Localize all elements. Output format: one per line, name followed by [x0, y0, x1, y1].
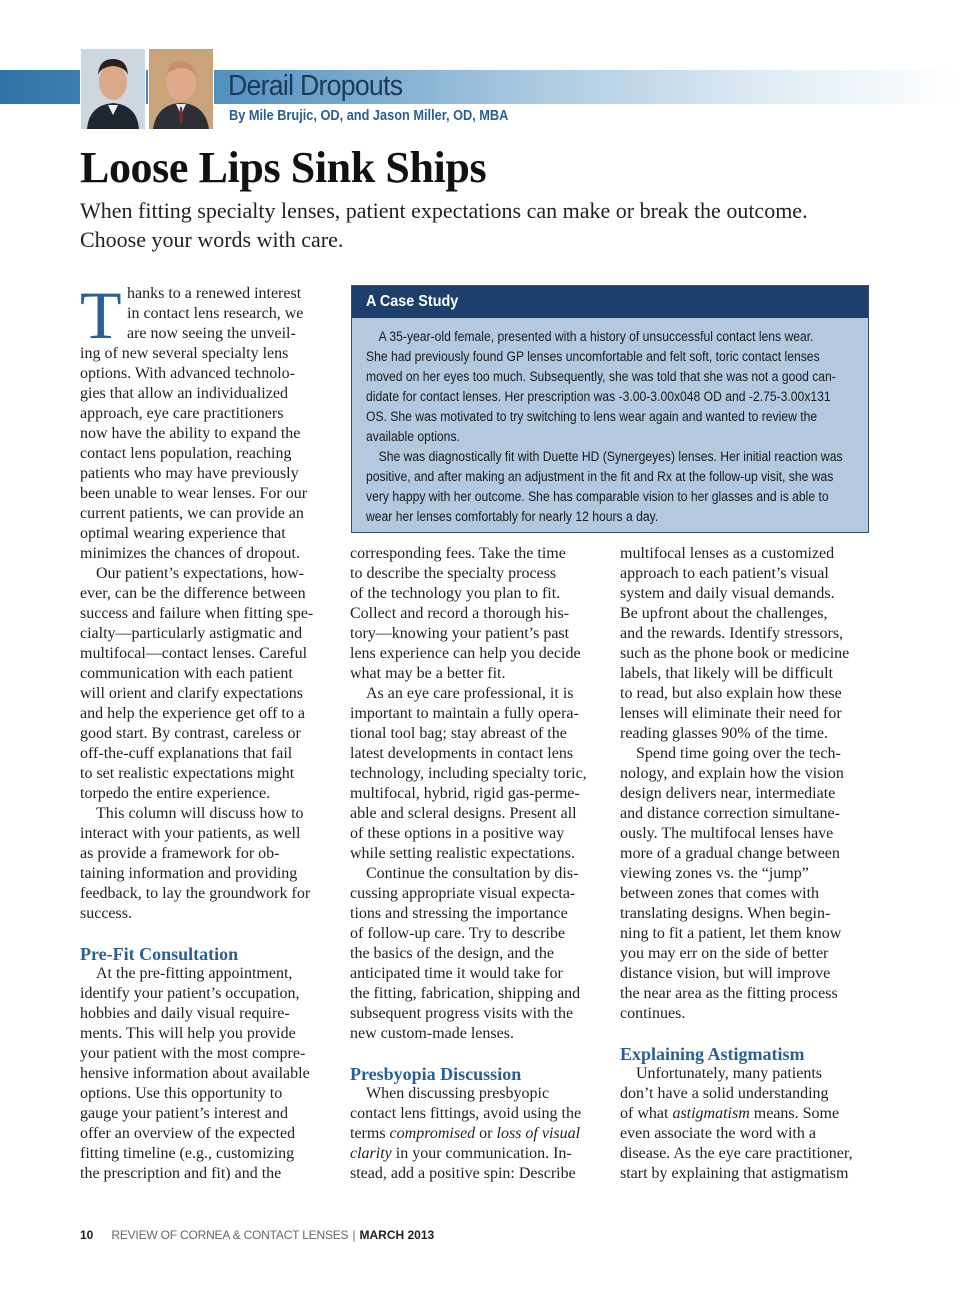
text-line: Unfortunately, many patients — [636, 1065, 823, 1082]
text-line: now have the ability to expand the — [80, 425, 301, 442]
author-photo — [80, 48, 146, 130]
text-line: important to maintain a fully opera- — [350, 705, 579, 722]
text-line: labels, that likely will be difficult — [620, 665, 833, 682]
author-photo-icon — [81, 49, 145, 129]
text-line: the fitting, fabrication, shipping and — [350, 985, 581, 1002]
text-line: options. With advanced technolo- — [80, 365, 296, 382]
text-line: ning to fit a patient, let them know — [620, 925, 842, 942]
case-study-sidebar — [351, 285, 869, 533]
byline: By Mile Brujic, OD, and Jason Miller, OD, MBA — [229, 108, 509, 124]
text-line: of follow-up care. Try to describe — [350, 925, 566, 942]
text-line: clarity in your communication. In- — [350, 1145, 572, 1162]
text-line: She was diagnostically fit with Duette HD (Synergeyes) lenses. Her initial reaction was — [378, 449, 843, 464]
text-line: ments. This will help you provide — [80, 1025, 296, 1042]
article-deck — [80, 196, 880, 254]
text-line: even associate the word with a — [620, 1125, 816, 1142]
text-line: and distance correction simultane- — [620, 805, 840, 822]
text-line: to read, but also explain how these — [620, 685, 842, 702]
text-line: She had previously found GP lenses uncomfortable and felt soft, toric contact lenses — [366, 349, 820, 364]
text-line: Collect and record a thorough his- — [350, 605, 570, 622]
text-line: more of a gradual change between — [620, 845, 840, 862]
drop-cap: T — [80, 277, 122, 353]
text-line: such as the phone book or medicine — [620, 645, 850, 662]
text-line: offer an overview of the expected — [80, 1125, 296, 1142]
text-line: subsequent progress visits with the — [350, 1005, 574, 1022]
text-line: At the pre-fitting appointment, — [96, 965, 293, 982]
footer-separator: | — [352, 1228, 356, 1242]
page-number: 10 — [80, 1228, 94, 1242]
text-line: been unable to wear lenses. For our — [80, 485, 308, 502]
text-line: and the rewards. Identify stressors, — [620, 625, 844, 642]
text-line: are now seeing the unveil- — [127, 325, 296, 342]
text-line: moved on her eyes too much. Subsequently, she was told that she was not a good can- — [366, 369, 836, 384]
body-column-3 — [620, 544, 872, 1184]
text-line: fitting timeline (e.g., customizing — [80, 1145, 295, 1162]
text-line: patients who may have previously — [80, 465, 299, 482]
text-line: hanks to a renewed interest — [127, 285, 302, 302]
text-line: stead, add a positive spin: Describe — [350, 1165, 576, 1182]
text-line: anticipated time it would take for — [350, 965, 563, 982]
text-line: tory—knowing your patient’s past — [350, 625, 570, 642]
text-line: off-the-cuff explanations that fail — [80, 745, 293, 762]
text-line: contact lens population, reaching — [80, 445, 292, 462]
text-line: Our patient’s expectations, how- — [96, 565, 304, 582]
text-line: interact with your patients, as well — [80, 825, 301, 842]
text-line: will orient and clarify expectations — [80, 685, 304, 702]
text-line: able and scleral designs. Present all — [350, 805, 577, 822]
case-study-body — [352, 318, 868, 527]
text-line: disease. As the eye care practitioner, — [620, 1145, 853, 1162]
text-line: OS. She was motivated to try switching to lens wear again and wanted to review the — [366, 409, 818, 424]
text-line: you may err on the side of better — [620, 945, 829, 962]
body-column-2 — [350, 544, 602, 1184]
text-line: approach to each patient’s visual — [620, 565, 829, 582]
text-line: A 35-year-old female, presented with a history of unsuccessful contact lens wear. — [378, 329, 814, 344]
author-photo-icon — [149, 49, 213, 129]
text-line: corresponding fees. Take the time — [350, 545, 566, 562]
text-line: multifocal, hybrid, rigid gas-perme- — [350, 785, 580, 802]
text-line: communication with each patient — [80, 665, 293, 682]
text-line: contact lens fittings, avoid using the — [350, 1105, 582, 1122]
text-line: what may be a better fit. — [350, 665, 506, 682]
text-line: wear her lenses comfortably for nearly 12 hours a day. — [366, 509, 659, 524]
text-line: hobbies and daily visual require- — [80, 1005, 290, 1022]
section-heading: Presbyopia Discussion — [350, 1064, 522, 1084]
text-line: don’t have a solid understanding — [620, 1085, 829, 1102]
text-line: as provide a framework for ob- — [80, 845, 280, 862]
text-line: success. — [80, 905, 132, 922]
text-line: technology, including specialty toric, — [350, 765, 587, 782]
text-line: options. Use this opportunity to — [80, 1085, 283, 1102]
text-line: to describe the specialty process — [350, 565, 557, 582]
text-line: ing of new several specialty lens — [80, 345, 289, 362]
text-line: Continue the consultation by dis- — [366, 865, 579, 882]
text-line: gauge your patient’s interest and — [80, 1105, 288, 1122]
text-line: Spend time going over the tech- — [636, 745, 841, 762]
text-line: terms compromised or loss of visual — [350, 1125, 581, 1142]
text-line: Be upfront about the challenges, — [620, 605, 828, 622]
text-line: gies that allow an individualized — [80, 385, 288, 402]
deck-line: Choose your words with care. — [80, 227, 344, 252]
text-line: positive, and after making an adjustment in the fit and Rx at the follow-up visit, she was — [366, 469, 834, 484]
text-line: translating designs. When begin- — [620, 905, 831, 922]
text-line: hensive information about available — [80, 1065, 310, 1082]
text-line: design delivers near, intermediate — [620, 785, 836, 802]
text-line: tions and stressing the importance — [350, 905, 568, 922]
text-line: the basics of the design, and the — [350, 945, 554, 962]
text-line: ously. The multifocal lenses have — [620, 825, 834, 842]
section-heading: Explaining Astigmatism — [620, 1044, 805, 1064]
section-heading: Pre-Fit Consultation — [80, 944, 239, 964]
text-line: tional tool bag; stay abreast of the — [350, 725, 567, 742]
text-line: start by explaining that astigmatism — [620, 1165, 849, 1182]
text-line: lens experience can help you decide — [350, 645, 581, 662]
text-line: in contact lens research, we — [127, 305, 304, 322]
text-line: cialty—particularly astigmatic and — [80, 625, 303, 642]
text-line: of these options in a positive way — [350, 825, 565, 842]
case-study-title: A Case Study — [366, 293, 459, 310]
text-line: When discussing presbyopic — [366, 1085, 550, 1102]
text-line: identify your patient’s occupation, — [80, 985, 300, 1002]
text-line: new custom-made lenses. — [350, 1025, 514, 1042]
text-line: minimizes the chances of dropout. — [80, 545, 300, 562]
text-line: good start. By contrast, careless or — [80, 725, 301, 742]
text-line: system and daily visual demands. — [620, 585, 835, 602]
text-line: success and failure when fitting spe- — [80, 605, 314, 622]
publication-name: REVIEW OF CORNEA & CONTACT LENSES — [111, 1228, 349, 1242]
text-line: continues. — [620, 1005, 686, 1022]
text-line: ever, can be the difference between — [80, 585, 306, 602]
text-line: available options. — [366, 429, 460, 444]
text-line: of what astigmatism means. Some — [620, 1105, 840, 1122]
text-line: lenses will eliminate their need for — [620, 705, 842, 722]
text-line: while setting realistic expectations. — [350, 845, 575, 862]
text-line: the near area as the fitting process — [620, 985, 838, 1002]
text-line: current patients, we can provide an — [80, 505, 304, 522]
text-line: feedback, to lay the groundwork for — [80, 885, 311, 902]
text-line: distance vision, but will improve — [620, 965, 831, 982]
text-line: multifocal lenses as a customized — [620, 545, 835, 562]
text-line: approach, eye care practitioners — [80, 405, 284, 422]
page-footer — [80, 1228, 434, 1242]
text-line: optimal wearing experience that — [80, 525, 286, 542]
text-line: to set realistic expectations might — [80, 765, 295, 782]
case-study-header — [352, 286, 868, 318]
column-title: Derail Dropouts — [228, 70, 403, 102]
text-line: your patient with the most compre- — [80, 1045, 306, 1062]
article-title: Loose Lips Sink Ships — [80, 143, 487, 192]
deck-line: When fitting specialty lenses, patient expectations can make or break the outcome. — [80, 198, 808, 223]
text-line: and help the experience get off to a — [80, 705, 305, 722]
text-line: viewing zones vs. the “jump” — [620, 865, 809, 882]
text-line: reading glasses 90% of the time. — [620, 725, 828, 742]
text-line: latest developments in contact lens — [350, 745, 574, 762]
text-line: the prescription and fit) and the — [80, 1165, 282, 1182]
issue-date: MARCH 2013 — [359, 1228, 435, 1242]
text-line: As an eye care professional, it is — [366, 685, 574, 702]
text-line: didate for contact lenses. Her prescription was -3.00-3.00x048 OD and -2.75-3.00x131 — [366, 389, 831, 404]
text-line: very happy with her outcome. She has comparable vision to her glasses and is able to — [366, 489, 829, 504]
text-line: cussing appropriate visual expecta- — [350, 885, 576, 902]
text-line: torpedo the entire experience. — [80, 785, 271, 802]
text-line: This column will discuss how to — [96, 805, 304, 822]
author-photo — [148, 48, 214, 130]
text-line: multifocal—contact lenses. Careful — [80, 645, 308, 662]
body-column-1 — [80, 284, 332, 1184]
text-line: between zones that comes with — [620, 885, 820, 902]
text-line: nology, and explain how the vision — [620, 765, 844, 782]
text-line: taining information and providing — [80, 865, 298, 882]
text-line: of the technology you plan to fit. — [350, 585, 561, 602]
